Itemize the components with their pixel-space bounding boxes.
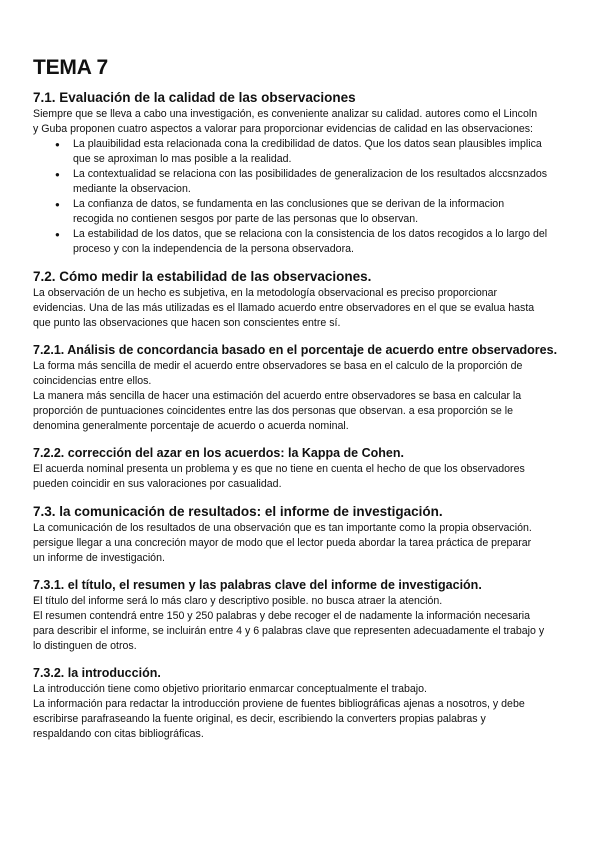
section-7-2-2: [33, 446, 573, 492]
section-7-2: [33, 269, 573, 331]
list-item: [73, 197, 573, 227]
list-item-line: ● La plauibilidad esta relacionada cona la credibilidad de datos. Que los datos sean plausibles implica: [73, 138, 542, 150]
paragraph-line: coincidencias entre ellos.: [33, 375, 152, 387]
paragraph-line: que punto las observaciones que hacen son conscientes entre sí.: [33, 317, 341, 329]
paragraph-line: La introducción tiene como objetivo prioritario enmarcar conceptualmente el trabajo.: [33, 683, 427, 695]
paragraph-line: respaldando con citas bibliográficas.: [33, 728, 204, 740]
paragraph-line: El resumen contendrá entre 150 y 250 palabras y debe recoger el de nadamente la información necesaria: [33, 610, 531, 622]
paragraph-line: y Guba proponen cuatro aspectos a valorar para proporcionar evidencias de calidad en las observaciones:: [33, 123, 533, 135]
paragraph-line: pueden coincidir en sus valoraciones por casualidad.: [33, 478, 282, 490]
list-item: [73, 227, 573, 257]
section-7-3: [33, 504, 573, 566]
paragraph-line: para describir el informe, se incluirán entre 4 y 6 palabras clave que representen adecuadamente el trabajo y: [33, 625, 545, 637]
list-item-line: proceso y con la independencia de la persona observadora.: [73, 243, 354, 255]
document-page: [33, 56, 573, 742]
page-title: TEMA 7: [33, 56, 109, 79]
list-item-line: ● La contextualidad se relaciona con las posibilidades de generalizacion de los resultados alccsnzados: [73, 168, 548, 180]
subsection-heading: 7.3.1. el título, el resumen y las palabras clave del informe de investigación.: [33, 578, 482, 592]
paragraph-line: un informe de investigación.: [33, 552, 165, 564]
paragraph-line: denomina generalmente porcentaje de acuerdo o acuerda nominal.: [33, 420, 349, 432]
bullet-list: [33, 137, 573, 257]
section-7-1: [33, 90, 573, 257]
list-item-line: mediante la observacion.: [73, 183, 191, 195]
paragraph-line: La comunicación de los resultados de una observación que es tan importante como la propia observación.: [33, 522, 532, 534]
list-item-line: recogida no contienen sesgos por parte de las personas que lo observan.: [73, 213, 419, 225]
section-heading: 7.3. la comunicación de resultados: el informe de investigación.: [33, 504, 443, 519]
paragraph-line: El acuerda nominal presenta un problema y es que no tiene en cuenta el hecho de que los observadores: [33, 463, 525, 475]
section-7-3-2: [33, 666, 573, 742]
paragraph-line: La observación de un hecho es subjetiva, en la metodología observacional es preciso proporcionar: [33, 287, 498, 299]
paragraph-line: La información para redactar la introducción proviene de fuentes bibliográficas ajenas a nosotros, y debe: [33, 698, 525, 710]
list-item-line: ● La estabilidad de los datos, que se relaciona con la consistencia de los datos recogidos a lo largo del: [73, 228, 548, 240]
subsection-heading: 7.2.2. corrección del azar en los acuerdos: la Kappa de Cohen.: [33, 446, 404, 460]
subsection-heading: 7.3.2. la introducción.: [33, 666, 161, 680]
section-7-3-1: [33, 578, 573, 654]
list-item-line: que se aproximan lo mas posible a la realidad.: [73, 153, 292, 165]
paragraph-line: escribirse parafraseando la fuente original, es decir, escribiendo la converters propias palabras y: [33, 713, 486, 725]
paragraph-line: La forma más sencilla de medir el acuerdo entre observadores se basa en el calculo de la proporción de: [33, 360, 523, 372]
paragraph-line: proporción de puntuaciones coincidentes entre las dos personas que observan. a esa proporción se le: [33, 405, 513, 417]
list-item-line: ● La confianza de datos, se fundamenta en las conclusiones que se derivan de la informacion: [73, 198, 505, 210]
paragraph-line: La manera más sencilla de hacer una estimación del acuerdo entre observadores se basa en calcular la: [33, 390, 522, 402]
paragraph-line: evidencias. Una de las más utilizadas es el llamado acuerdo entre observadores en el que se evalua hasta: [33, 302, 535, 314]
section-7-2-1: [33, 343, 573, 434]
subsection-heading: 7.2.1. Análisis de concordancia basado en el porcentaje de acuerdo entre observadores.: [33, 343, 558, 357]
paragraph-line: persigue llegar a una concreción mayor de modo que el lector pueda abordar la tarea práctica de preparar: [33, 537, 532, 549]
section-heading: 7.2. Cómo medir la estabilidad de las observaciones.: [33, 269, 372, 284]
paragraph-line: lo distinguen de otros.: [33, 640, 137, 652]
section-heading: 7.1. Evaluación de la calidad de las observaciones: [33, 90, 356, 105]
list-item: [73, 167, 573, 197]
list-item: [73, 137, 573, 167]
paragraph-line: Siempre que se lleva a cabo una investigación, es conveniente analizar su calidad. autores como el Lincoln: [33, 108, 538, 120]
paragraph-line: El título del informe será lo más claro y descriptivo posible. no busca atraer la atención.: [33, 595, 443, 607]
